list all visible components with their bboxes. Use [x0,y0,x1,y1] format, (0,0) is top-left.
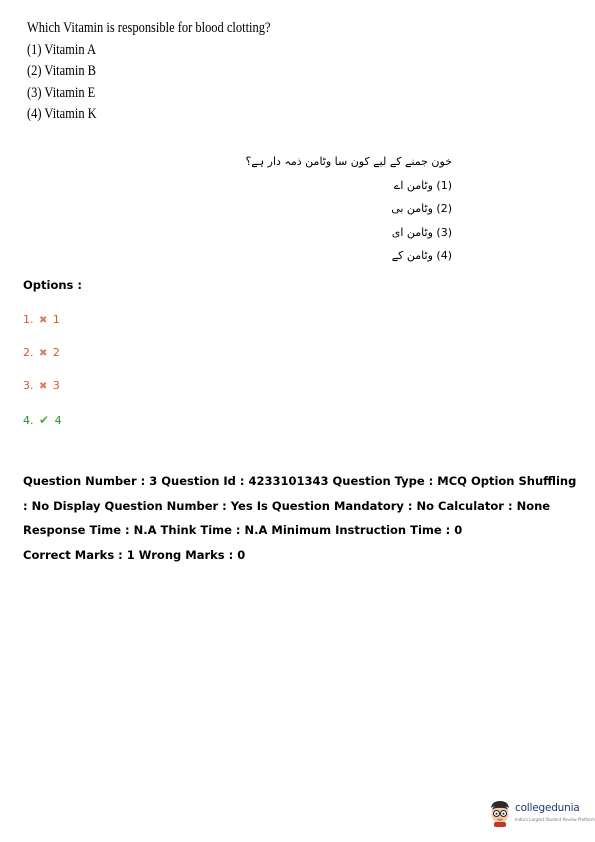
question-english [27,18,311,126]
mascot-icon [487,799,513,827]
check-icon: ✔ [39,413,50,427]
option-line-urdu: (3) وٹامن ای [391,225,452,239]
collegedunia-logo [487,799,595,831]
question-info: Question Number : 3 Question Id : 4233101343 Question Type : MCQ Option Shuffling : No Display Question Number : Yes Is Question Mandatory : No Calculator : None Response Time : N.A Think Time : N.A Minimum Instruction Time : 0 [23,474,577,537]
option-number: 2. [23,346,34,359]
option-number: 1. [23,313,34,326]
option-item-3 [23,379,60,392]
options-heading: Options : [23,278,82,292]
option-line: (1) Vitamin A [27,41,96,58]
option-item-2 [23,346,60,359]
option-number: 3. [23,379,34,392]
option-line-urdu: (4) وٹامن کے [391,249,452,262]
brand-tagline: India's Largest Student Review Platform [515,817,595,822]
question-text: Which Vitamin is responsible for blood clotting? [27,20,271,36]
option-line: (4) Vitamin K [27,106,97,122]
option-label: 1 [52,313,60,326]
question-metadata [23,469,583,567]
option-line: (2) Vitamin B [27,63,96,79]
option-line-urdu: (2) وٹامن بی [391,202,452,215]
marks-info: Correct Marks : 1 Wrong Marks : 0 [23,547,246,562]
cross-icon: ✖ [39,315,48,326]
option-line-urdu: (1) وٹامن اے [393,178,452,192]
option-item-1 [23,313,60,326]
option-label: 4 [54,414,62,427]
option-label: 3 [52,379,60,392]
option-line: (3) Vitamin E [27,84,96,101]
question-urdu [212,150,452,268]
brand-name: collegedunia [515,802,580,814]
option-label: 2 [52,346,60,359]
option-number: 4. [23,414,34,427]
question-text-urdu: خون جمنے کے لیے کون سا وٹامن ذمہ دار ہے؟ [245,155,452,168]
cross-icon: ✖ [39,348,48,359]
option-item-4 [23,413,62,427]
cross-icon: ✖ [39,381,48,392]
